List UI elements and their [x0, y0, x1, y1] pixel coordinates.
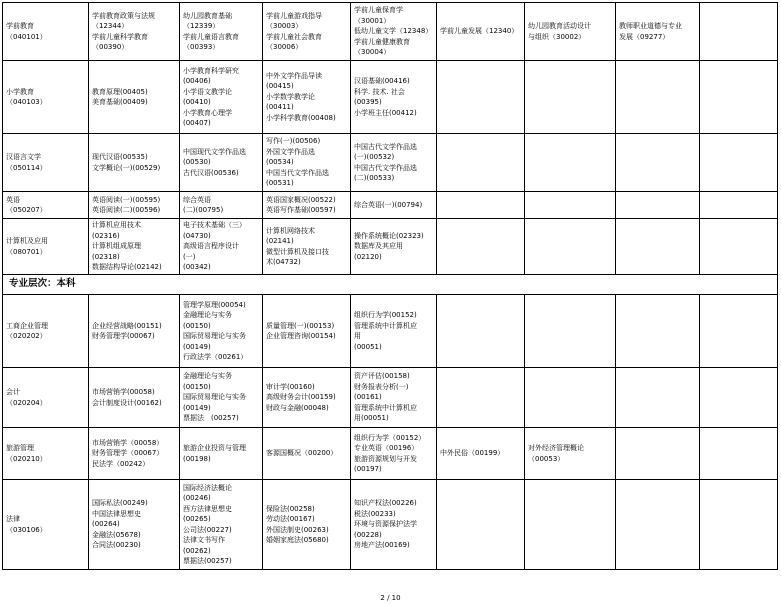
- course-line: 学前儿童语言教育: [183, 32, 239, 41]
- course-line: 小学科学教育(00408): [266, 113, 336, 122]
- course-line: 学前儿童科学教育: [92, 32, 148, 41]
- course-line: （30004）: [354, 48, 391, 57]
- course-line: (00149): [183, 403, 211, 412]
- course-line: 中国古代文学作品选: [354, 142, 417, 151]
- course-line: 综合英语(一)(00794): [354, 200, 423, 209]
- course-cell: [351, 192, 437, 219]
- course-line: (00407): [183, 119, 211, 127]
- course-cell: [700, 61, 778, 134]
- course-line: 质量管理(一)(00153): [266, 321, 335, 330]
- course-line: 英语阅读(一)(00595): [92, 195, 161, 204]
- course-line: 组织行为学(00152): [354, 311, 417, 319]
- course-cell: [351, 480, 437, 570]
- table-row: [3, 134, 778, 192]
- table-row: [3, 368, 778, 428]
- course-cell: [437, 192, 525, 219]
- course-cell: [263, 134, 351, 192]
- major-line: 英语: [6, 195, 20, 204]
- course-cell: [437, 61, 525, 134]
- course-cell: [263, 428, 351, 480]
- course-line: (00406): [183, 77, 211, 85]
- course-line: 外国法制史(00263): [266, 525, 329, 534]
- course-line: 中国古代文学作品选: [354, 163, 417, 172]
- course-line: 小学语文教学论: [183, 87, 232, 96]
- course-cell: [525, 219, 616, 275]
- course-line: 操作系统概论(02323): [354, 231, 424, 240]
- course-line: 客源国概况（00200）: [266, 449, 338, 458]
- course-line: （00393）: [183, 43, 220, 51]
- major-cell: [3, 219, 89, 275]
- course-cell: [180, 134, 263, 192]
- course-cell: [616, 134, 700, 192]
- course-line: 发展（09277）: [619, 32, 670, 41]
- course-line: 资产评估(00158): [354, 372, 410, 381]
- course-cell: [351, 3, 437, 61]
- course-cell: [180, 428, 263, 480]
- course-cell: [437, 368, 525, 428]
- course-cell: [525, 368, 616, 428]
- course-line: (00530): [183, 158, 211, 167]
- course-line: 汉语基础(00416): [354, 77, 410, 85]
- course-cell: [616, 192, 700, 219]
- course-line: 学前教育政策与法规: [92, 11, 155, 20]
- course-line: 数据库及其应用: [354, 242, 403, 251]
- course-table: [2, 2, 778, 570]
- course-line: 低幼儿童文学（12348）: [354, 27, 433, 36]
- course-cell: [700, 3, 778, 61]
- course-line: (00264): [92, 520, 120, 529]
- course-line: 英语写作基础(00597): [266, 206, 336, 214]
- course-line: （30003）: [266, 22, 303, 30]
- course-line: (02141): [266, 237, 294, 245]
- course-line: 管理学原理(00054): [183, 300, 246, 309]
- major-line: 汉语言文学: [6, 153, 41, 161]
- level-heading: 专业层次：本科: [3, 275, 778, 295]
- course-cell: [700, 428, 778, 480]
- course-line: 学前儿童保育学: [354, 6, 403, 15]
- course-cell: [351, 219, 437, 275]
- course-line: 用: [354, 332, 361, 340]
- course-line: 计算机应用技术: [92, 221, 141, 230]
- course-cell: [437, 219, 525, 275]
- course-line: （00053）: [528, 454, 565, 463]
- level-row: [3, 275, 778, 295]
- course-cell: [263, 192, 351, 219]
- course-line: (00149): [183, 342, 211, 351]
- course-line: 学前儿童发展（12340）: [440, 27, 519, 36]
- course-line: 市场营销学（00058）: [92, 438, 164, 447]
- course-cell: [263, 219, 351, 275]
- course-line: 用(00051): [354, 414, 389, 423]
- course-cell: [89, 192, 180, 219]
- course-line: 美育基础(00409): [92, 98, 148, 106]
- major-line: 小学教育: [6, 87, 34, 96]
- major-cell: [3, 3, 89, 61]
- course-cell: [525, 480, 616, 570]
- course-line: (00265): [183, 515, 211, 523]
- course-line: 计算机组成原理: [92, 242, 141, 251]
- course-cell: [89, 368, 180, 428]
- course-line: (二)(00533): [354, 174, 395, 182]
- major-line: （050114）: [6, 163, 47, 172]
- course-line: 法律文书写作: [183, 536, 225, 544]
- major-line: （040103）: [6, 98, 47, 106]
- course-cell: [525, 61, 616, 134]
- course-line: 西方法律思想史: [183, 504, 232, 513]
- course-line: 公司法(00227): [183, 525, 232, 534]
- course-cell: [89, 295, 180, 368]
- course-line: 教师职业道德与专业: [619, 22, 682, 30]
- course-cell: [525, 428, 616, 480]
- course-cell: [700, 480, 778, 570]
- course-line: 民法学（00242）: [92, 459, 150, 468]
- course-cell: [180, 61, 263, 134]
- table-row: [3, 3, 778, 61]
- course-cell: [180, 3, 263, 61]
- course-cell: [616, 368, 700, 428]
- course-line: (00197): [354, 465, 382, 473]
- course-line: (00150): [183, 382, 211, 391]
- course-cell: [437, 295, 525, 368]
- course-line: 学前儿童社会教育: [266, 32, 322, 41]
- major-cell: [3, 428, 89, 480]
- course-line: (00415): [266, 82, 294, 91]
- major-line: 旅游管理: [6, 444, 34, 452]
- course-line: 管理系统中计算机应: [354, 403, 417, 412]
- major-line: 学前教育: [6, 22, 34, 30]
- course-line: 数据结构导论(02142): [92, 263, 162, 272]
- course-line: 古代汉语(00536): [183, 168, 239, 177]
- course-cell: [700, 368, 778, 428]
- course-cell: [180, 295, 263, 368]
- course-line: (02120): [354, 252, 382, 261]
- course-line: (00395): [354, 98, 382, 106]
- course-cell: [180, 368, 263, 428]
- course-line: 幼儿园教育活动设计: [528, 22, 591, 30]
- course-line: 小学班主任(00412): [354, 108, 417, 117]
- major-line: 工商企业管理: [6, 321, 48, 330]
- course-line: 旅游资源规划与开发: [354, 454, 417, 463]
- course-line: 市场营销学(00058): [92, 388, 155, 396]
- course-cell: [700, 219, 778, 275]
- course-line: 文学概论(一)(00529): [92, 163, 161, 172]
- course-cell: [616, 3, 700, 61]
- course-cell: [525, 295, 616, 368]
- course-line: (04730): [183, 231, 211, 240]
- course-line: 环境与资源保护法学: [354, 520, 417, 529]
- course-cell: [351, 134, 437, 192]
- major-cell: [3, 295, 89, 368]
- course-line: (00161): [354, 393, 382, 402]
- course-line: 外国文学作品选: [266, 147, 315, 156]
- course-line: （30001）: [354, 16, 391, 25]
- course-line: 中外民俗（00199）: [440, 449, 505, 458]
- course-line: 会计制度设计(00162): [92, 398, 162, 407]
- course-line: 合同法(00230): [92, 541, 141, 550]
- course-line: 英语国家概况(00522): [266, 195, 336, 204]
- course-line: 票据法(00257): [183, 557, 232, 565]
- course-cell: [525, 3, 616, 61]
- course-line: 学前儿童健康教育: [354, 37, 410, 46]
- course-line: 企业管理咨询(00154): [266, 332, 336, 340]
- course-cell: [700, 295, 778, 368]
- course-cell: [263, 368, 351, 428]
- major-cell: [3, 134, 89, 192]
- course-cell: [437, 428, 525, 480]
- course-cell: [89, 480, 180, 570]
- course-line: (00246): [183, 494, 211, 502]
- course-cell: [351, 368, 437, 428]
- course-line: (00534): [266, 158, 294, 167]
- course-cell: [180, 480, 263, 570]
- course-cell: [616, 480, 700, 570]
- course-line: 中国法律思想史: [92, 509, 141, 518]
- course-line: 婚姻家庭法(05680): [266, 536, 329, 544]
- course-line: 综合英语: [183, 195, 211, 204]
- course-line: （00390）: [92, 43, 129, 51]
- course-line: 电子技术基础（三）: [183, 221, 246, 230]
- course-line: 小学教育科学研究: [183, 66, 239, 75]
- course-line: 财政与金融(00048): [266, 403, 329, 412]
- course-line: 国际私法(00249): [92, 499, 148, 508]
- course-line: (00262): [183, 546, 211, 555]
- major-line: （050207）: [6, 206, 47, 214]
- course-line: 微型计算机及接口技: [266, 247, 329, 256]
- course-line: 与组织（30002）: [528, 32, 586, 41]
- course-line: 国际经济法概论: [183, 483, 232, 492]
- table-row: [3, 480, 778, 570]
- major-cell: [3, 192, 89, 219]
- course-line: (00411): [266, 103, 294, 112]
- page-number: 2 / 10: [380, 594, 401, 602]
- course-line: 专业英语（00196）: [354, 444, 419, 452]
- course-line: 小学数学教学论: [266, 92, 315, 101]
- course-line: 行政法学（00261）: [183, 353, 248, 361]
- major-line: 法律: [6, 515, 20, 523]
- course-line: 中外文学作品导读: [266, 71, 322, 80]
- course-line: (一): [183, 252, 196, 261]
- course-line: 财务报表分析(一): [354, 382, 409, 391]
- course-line: 金融理论与实务: [183, 372, 232, 381]
- course-line: 票据法 (00257): [183, 414, 239, 423]
- course-cell: [89, 428, 180, 480]
- course-line: 中国现代文学作品选: [183, 147, 246, 156]
- course-line: 小学教育心理学: [183, 108, 232, 117]
- course-line: (00051): [354, 342, 382, 351]
- course-line: 劳动法(00167): [266, 515, 315, 523]
- course-line: 保险法(00258): [266, 504, 315, 513]
- course-cell: [437, 480, 525, 570]
- major-cell: [3, 480, 89, 570]
- course-line: 学前儿童游戏指导: [266, 11, 322, 20]
- course-line: 写作(一)(00506): [266, 137, 321, 146]
- course-cell: [525, 134, 616, 192]
- course-line: 术(04732): [266, 258, 301, 266]
- course-cell: [89, 134, 180, 192]
- course-line: (00150): [183, 321, 211, 330]
- course-cell: [525, 192, 616, 219]
- course-line: 金融理论与实务: [183, 311, 232, 319]
- course-cell: [263, 480, 351, 570]
- course-cell: [351, 61, 437, 134]
- major-line: （040101）: [6, 32, 47, 41]
- course-line: (00342): [183, 263, 211, 272]
- major-line: （080701）: [6, 247, 47, 256]
- course-line: 高级财务会计(00159): [266, 393, 336, 402]
- course-cell: [616, 61, 700, 134]
- course-line: 英语阅读(二)(00596): [92, 206, 161, 214]
- major-line: （020210）: [6, 454, 47, 463]
- course-cell: [263, 295, 351, 368]
- course-cell: [263, 61, 351, 134]
- major-cell: [3, 368, 89, 428]
- table-row: [3, 219, 778, 275]
- course-line: (00531): [266, 179, 294, 188]
- course-line: 知识产权法(00226): [354, 499, 417, 508]
- course-line: （12339）: [183, 22, 220, 30]
- major-line: 会计: [6, 388, 20, 396]
- major-line: （020202）: [6, 332, 47, 340]
- course-cell: [616, 428, 700, 480]
- course-line: 科学. 技术. 社会: [354, 87, 405, 96]
- table-row: [3, 61, 778, 134]
- course-line: 现代汉语(00535): [92, 153, 148, 161]
- course-cell: [437, 3, 525, 61]
- course-line: 国际贸易理论与实务: [183, 332, 246, 340]
- course-line: 旅游企业投资与管理: [183, 444, 246, 452]
- course-cell: [437, 134, 525, 192]
- major-cell: [3, 61, 89, 134]
- table-row: [3, 295, 778, 368]
- course-line: 审计学(00160): [266, 382, 315, 391]
- course-line: （30006）: [266, 43, 303, 51]
- course-line: 中国当代文学作品选: [266, 168, 329, 177]
- course-line: (00228): [354, 530, 382, 539]
- course-line: 财务管理学(00067): [92, 332, 155, 340]
- course-line: (二)(00795): [183, 206, 224, 214]
- course-line: 教育原理(00405): [92, 87, 148, 96]
- course-line: 组织行为学（00152）: [354, 433, 426, 442]
- course-line: (00410): [183, 98, 211, 106]
- course-line: 国际贸易理论与实务: [183, 393, 246, 402]
- course-line: (02316): [92, 231, 120, 240]
- course-cell: [700, 192, 778, 219]
- major-line: 计算机及应用: [6, 237, 48, 245]
- course-cell: [89, 3, 180, 61]
- course-line: 管理系统中计算机应: [354, 321, 417, 330]
- course-line: 房地产法(00169): [354, 541, 410, 550]
- course-line: (一)(00532): [354, 153, 395, 161]
- course-cell: [616, 295, 700, 368]
- course-line: (02318): [92, 252, 120, 261]
- course-cell: [263, 3, 351, 61]
- course-line: 高级语言程序设计: [183, 242, 239, 251]
- course-line: 企业经营战略(00151): [92, 321, 162, 330]
- course-cell: [700, 134, 778, 192]
- course-cell: [351, 295, 437, 368]
- major-line: （030106）: [6, 525, 47, 534]
- course-cell: [351, 428, 437, 480]
- course-line: 幼儿园教育基础: [183, 11, 232, 20]
- course-cell: [616, 219, 700, 275]
- course-cell: [89, 219, 180, 275]
- course-line: (00198): [183, 454, 211, 463]
- course-line: 对外经济管理概论: [528, 444, 584, 452]
- major-line: （020204）: [6, 398, 47, 407]
- table-row: [3, 428, 778, 480]
- table-row: [3, 192, 778, 219]
- course-cell: [180, 192, 263, 219]
- course-cell: [180, 219, 263, 275]
- course-line: 金融法(05678): [92, 530, 141, 539]
- course-line: 税法(00233): [354, 509, 396, 518]
- course-line: 财务管理学（00067）: [92, 449, 164, 458]
- course-cell: [89, 61, 180, 134]
- course-line: （12344）: [92, 22, 129, 30]
- course-line: 计算机网络技术: [266, 226, 315, 235]
